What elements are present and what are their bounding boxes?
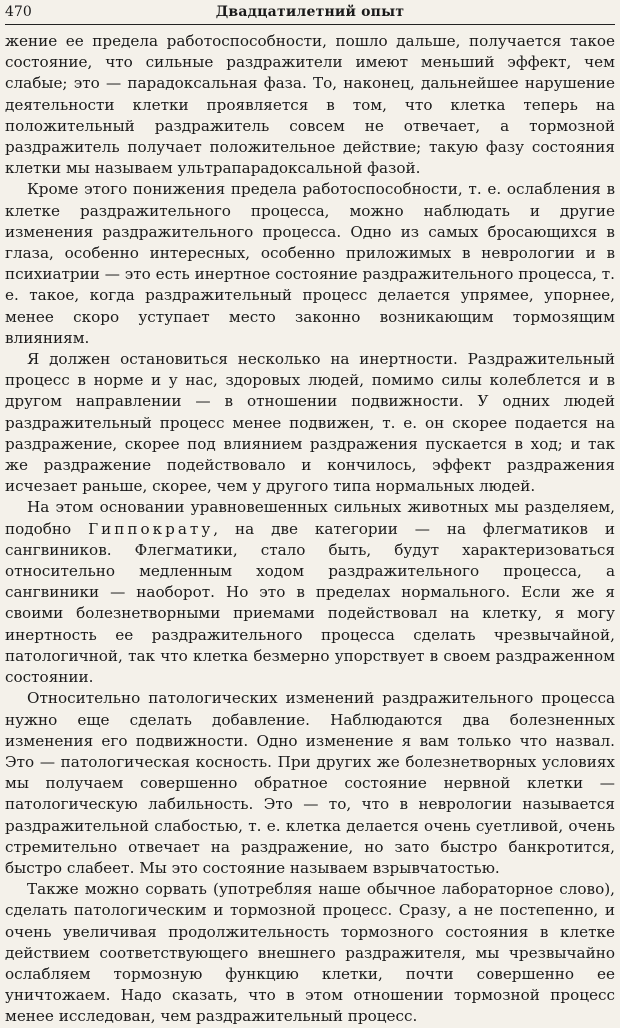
body-text: [5, 31, 615, 1028]
page-number: 470: [5, 4, 32, 20]
paragraph: жение ее предела работоспособности, пошло дальше, получается такое состояние, что сильные раздражители имеют меньший эффект, чем слабые; это — парадоксальная фаза. То, наконец, дальнейшее нарушение деятельности клетки проявляется в том, что клетка теперь на положительный раздражитель совсем не отвечает, а тормозной раздражитель получает положительное действие; такую фазу состояния клетки мы называем ультрапарадоксальной фазой.: [5, 32, 615, 178]
spaced-name-hippocrates: Гиппократу: [88, 519, 214, 538]
paragraph: Я должен остановиться несколько на инертности. Раздражительный процесс в норме и у нас, здоровых людей, помимо силы колеблется и в другом направлении — в отношении подвижности. У одних людей раздражительный процесс менее подвижен, т. е. он скорее подается на раздражение, скорее под влиянием раздражения пускается в ход; и так же раздражение подействовало и кончилось, эффект раздражения исчезает раньше, скорее, чем у другого типа нормальных людей.: [5, 350, 615, 496]
page-header: [5, 0, 615, 25]
paragraph: Также можно сорвать (употребляя наше обычное лабораторное слово), сделать патологическим и тормозной процесс. Сразу, а не постепенно, и очень увеличивая продолжительность тормозного состояния в клетке действием соответствующего внешнего раздражителя, мы чрезвычайно ослабляем тормозную функцию клетки, почти совершенно ее уничтожаем. Надо сказать, что в этом отношении тормозной процесс менее исследован, чем раздражительный процесс.: [5, 880, 615, 1026]
paragraph-text: , на две категории — на флегматиков и сангвиников. Флегматики, стало быть, будут характеризоваться относительно медленным ходом раздражительного процесса, а сангвиники — наоборот. Но это в пределах нормального. Если же я своими болезнетворными приемами подействовал на клетку, я могу инертность ее раздражительного процесса сделать чрезвычайной, патологичной, так что клетка безмерно упорствует в своем раздраженном состоянии.: [5, 519, 615, 687]
paragraph: Кроме этого понижения предела работоспособности, т. е. ослабления в клетке раздражительного процесса, можно наблюдать и другие изменения раздражительного процесса. Одно из самых бросающихся в глаза, особенно интересных, особенно приложимых в неврологии и в психиатрии — это есть инертное состояние раздражительного процесса, т. е. такое, когда раздражительный процесс делается упрямее, упорнее, менее скоро уступает место законно возникающим тормозящим влияниям.: [5, 180, 615, 347]
running-title: Двадцатилетний опыт: [215, 4, 405, 20]
paragraph-text: На этом основании уравновешенных сильных животных мы разделяем, подобно: [5, 498, 615, 538]
paragraph: [5, 497, 615, 688]
paragraph: Относительно патологических изменений раздражительного процесса нужно еще сделать добавление. Наблюдаются два болезненных изменения его подвижности. Одно изменение я вам только что назвал. Это — патологическая косность. При других же болезнетворных условиях мы получаем совершенно обратное состояние нервной клетки — патологическую лабильность. Это — то, что в неврологии называется раздражительной слабостью, т. е. клетка делается очень суетливой, очень стремительно отвечает на раздражение, но зато быстро банкротится, быстро слабеет. Мы это состояние называем взрывчатостью.: [5, 689, 615, 877]
